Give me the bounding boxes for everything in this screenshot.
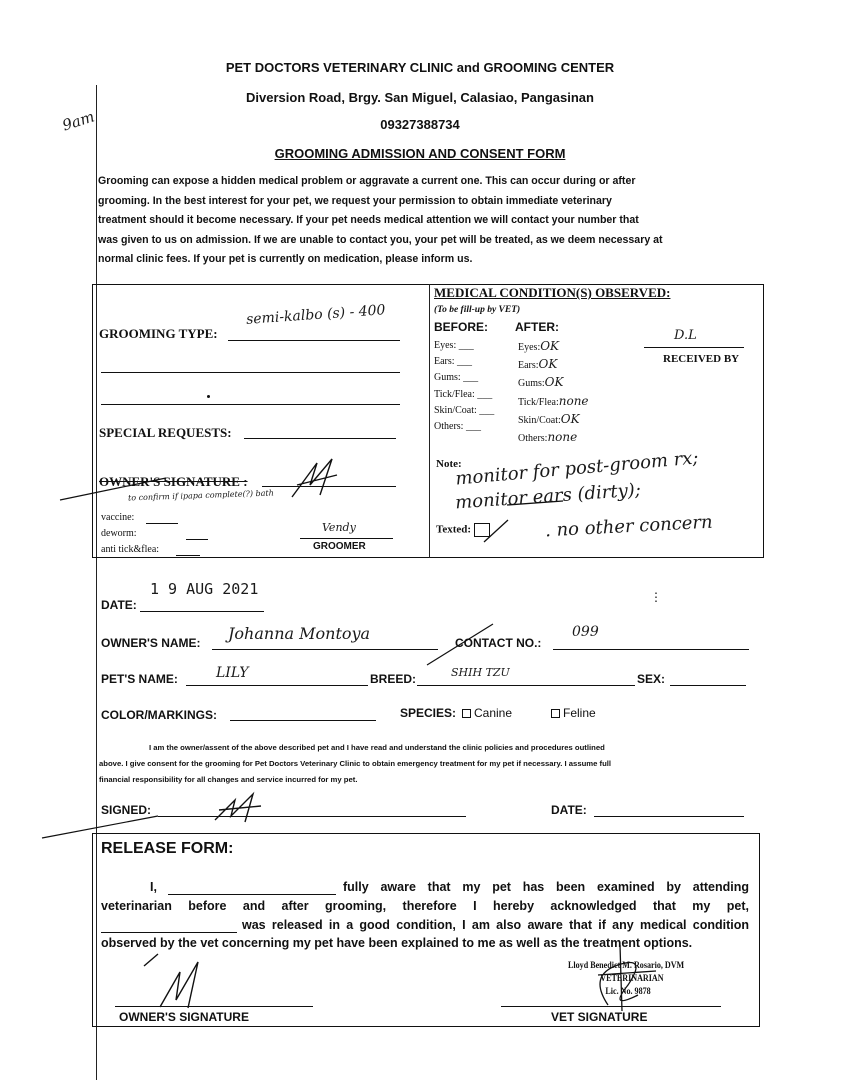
intro-line: grooming. In the best interest for your pet, we request your permission to obtain immediate veterinary bbox=[98, 194, 612, 207]
received-by-value: D.L bbox=[674, 328, 697, 343]
vet-sig-line bbox=[501, 1006, 721, 1007]
special-requests-line bbox=[244, 438, 396, 439]
release-name-line bbox=[168, 894, 336, 895]
deworm-line bbox=[186, 539, 208, 540]
after-label: AFTER: bbox=[515, 320, 559, 334]
grooming-line-2 bbox=[101, 372, 400, 373]
species-label: SPECIES: bbox=[400, 706, 457, 720]
intro-line: normal clinic fees. If your pet is currently on medication, please inform us. bbox=[98, 253, 473, 265]
release-line-3: was released in a good condition, I am also aware that if any medical condition bbox=[242, 918, 749, 932]
vaccine-label: vaccine: bbox=[101, 512, 135, 523]
medical-subheading: (To be fill-up by VET) bbox=[434, 305, 521, 315]
date-line bbox=[140, 611, 264, 612]
before-label: BEFORE: bbox=[434, 320, 488, 334]
received-by-label: RECEIVED BY bbox=[663, 353, 740, 365]
color-label: COLOR/MARKINGS: bbox=[101, 708, 217, 722]
note-strike bbox=[505, 493, 565, 513]
contact-value[interactable]: 099 bbox=[572, 624, 599, 640]
note-line-3: . no other concern bbox=[544, 511, 714, 542]
after-item: Tick/Flea:none bbox=[518, 393, 589, 408]
breed-label: BREED: bbox=[370, 672, 417, 686]
feline-checkbox[interactable] bbox=[551, 709, 560, 718]
before-list bbox=[434, 338, 494, 435]
contact-strike bbox=[425, 620, 495, 670]
grooming-line-3 bbox=[101, 404, 400, 405]
owner-release-sig-label: OWNER'S SIGNATURE bbox=[119, 1010, 249, 1024]
owner-release-scribble bbox=[140, 952, 220, 1012]
release-line-4: observed by the vet concerning my pet have been explained to me as well as the treatment options. bbox=[101, 936, 693, 950]
before-item: Ears: ___ bbox=[434, 356, 473, 368]
consent-line: I am the owner/assent of the above described pet and I have read and understand the clinic policies and procedures outlined bbox=[149, 743, 605, 752]
sex-label: SEX: bbox=[637, 672, 666, 686]
deworm-label: deworm: bbox=[101, 528, 137, 539]
canine-text: Canine bbox=[474, 706, 513, 720]
before-item: Gums: ___ bbox=[434, 372, 479, 384]
release-pet-line bbox=[101, 932, 237, 933]
vet-license: Lic. No. 9878 bbox=[605, 987, 651, 997]
owner-arrow-mark bbox=[58, 470, 168, 510]
release-line-1-end: fully aware that my pet has been examined by attending bbox=[343, 880, 749, 894]
grooming-type-line bbox=[228, 340, 400, 341]
owner-signature-label: OWNER'S SIGNATURE : bbox=[99, 474, 248, 489]
texted-checkmark bbox=[482, 516, 512, 546]
intro-line: was given to us on admission. If we are unable to contact you, your pet will be treated, as we deem necessary at bbox=[98, 233, 663, 246]
intro-line: Grooming can expose a hidden medical problem or aggravate a current one. This can occur during or after bbox=[98, 175, 636, 187]
owner-name-value[interactable]: Johanna Montoya bbox=[228, 624, 371, 643]
before-item: Eyes: ___ bbox=[434, 340, 474, 351]
species-canine-option[interactable] bbox=[462, 706, 512, 720]
intro-paragraph bbox=[98, 172, 746, 270]
note-line-1: monitor for post-groom rx; bbox=[454, 447, 700, 490]
canine-checkbox[interactable] bbox=[462, 709, 471, 718]
texted-label: Texted: bbox=[436, 523, 490, 537]
vet-name: Lloyd Benedict M. Rosario, DVM bbox=[568, 961, 685, 971]
after-item: Gums:OK bbox=[518, 375, 564, 390]
consent-date-label: DATE: bbox=[551, 803, 587, 817]
form-title: GROOMING ADMISSION AND CONSENT FORM bbox=[274, 146, 566, 161]
before-item: Skin/Coat: ___ bbox=[434, 404, 495, 416]
clinic-phone: 09327388734 bbox=[380, 117, 460, 132]
vet-signature-scribble bbox=[578, 935, 668, 1015]
clinic-address: Diversion Road, Brgy. San Miguel, Calasiao, Pangasinan bbox=[246, 90, 594, 105]
species-feline-option[interactable] bbox=[551, 706, 596, 720]
before-item: Tick/Flea: ___ bbox=[434, 388, 493, 400]
owner-name-line bbox=[212, 649, 438, 650]
note-label: Note: bbox=[436, 458, 462, 470]
grooming-type-label: GROOMING TYPE: bbox=[99, 326, 218, 341]
signed-label: SIGNED: bbox=[101, 803, 152, 817]
color-line bbox=[230, 720, 376, 721]
owner-signature-scribble bbox=[262, 455, 352, 505]
ink-specks: ⋮ bbox=[650, 590, 662, 604]
signed-scribble bbox=[205, 790, 275, 826]
consent-paragraph bbox=[99, 740, 749, 788]
sex-line bbox=[670, 685, 746, 686]
ink-dot bbox=[207, 395, 210, 398]
before-item: Others: ___ bbox=[434, 421, 481, 433]
date-value[interactable]: 1 9 AUG 2021 bbox=[150, 580, 259, 598]
anti-tick-line bbox=[176, 555, 200, 556]
after-list bbox=[518, 338, 589, 447]
intro-line: treatment should it become necessary. If your pet needs medical attention we will contact your number that bbox=[98, 214, 639, 226]
clinic-name: PET DOCTORS VETERINARY CLINIC and GROOMING CENTER bbox=[225, 60, 615, 75]
release-line-2: veterinarian before and after grooming, therefore I hereby acknowledged that my pet, bbox=[101, 899, 749, 913]
special-requests-label: SPECIAL REQUESTS: bbox=[99, 425, 232, 440]
box-divider bbox=[429, 284, 430, 558]
owner-release-sig-line bbox=[115, 1006, 313, 1007]
vaccine-line bbox=[146, 523, 178, 524]
date-label: DATE: bbox=[101, 598, 137, 612]
groomer-label: GROOMER bbox=[313, 541, 366, 552]
owner-note: to confirm if ipapa complete(?) bath bbox=[127, 488, 274, 503]
breed-line bbox=[417, 685, 635, 686]
pet-name-line bbox=[186, 685, 368, 686]
contact-line bbox=[553, 649, 749, 650]
note-line-2: monitor ears (dirty); bbox=[454, 479, 642, 514]
pet-name-value[interactable]: LILY bbox=[216, 665, 249, 681]
after-item: Skin/Coat:OK bbox=[518, 411, 580, 426]
pet-name-label: PET'S NAME: bbox=[101, 672, 178, 686]
release-heading: RELEASE FORM: bbox=[101, 840, 234, 857]
received-by-line bbox=[644, 347, 744, 348]
consent-line: above. I give consent for the grooming for Pet Doctors Veterinary Clinic to obtain emergency treatment for my pet if necessary. I assume full bbox=[99, 759, 612, 768]
contact-label: CONTACT NO.: bbox=[455, 636, 542, 650]
vet-title: VETERINARIAN bbox=[600, 974, 664, 984]
consent-line: financial responsibility for all changes and service incurred for my pet. bbox=[99, 775, 358, 784]
medical-heading: MEDICAL CONDITION(S) OBSERVED: bbox=[434, 285, 671, 300]
anti-tick-label: anti tick&flea: bbox=[101, 544, 160, 555]
vet-sig-label: VET SIGNATURE bbox=[551, 1010, 648, 1024]
groomer-line bbox=[300, 538, 393, 539]
grooming-type-value[interactable]: semi-kalbo (s) - 400 bbox=[245, 302, 386, 328]
after-item: Others:none bbox=[518, 430, 578, 445]
after-item: Ears:OK bbox=[518, 357, 558, 372]
margin-note: 9am bbox=[60, 107, 97, 135]
consent-date-line bbox=[594, 816, 744, 817]
feline-text: Feline bbox=[563, 706, 596, 720]
groomer-value: Vendy bbox=[322, 521, 356, 534]
breed-value[interactable]: SHIH TZU bbox=[451, 666, 510, 679]
owner-name-label: OWNER'S NAME: bbox=[101, 636, 201, 650]
release-line-1-start: I, bbox=[150, 880, 157, 894]
after-item: Eyes:OK bbox=[518, 339, 560, 353]
